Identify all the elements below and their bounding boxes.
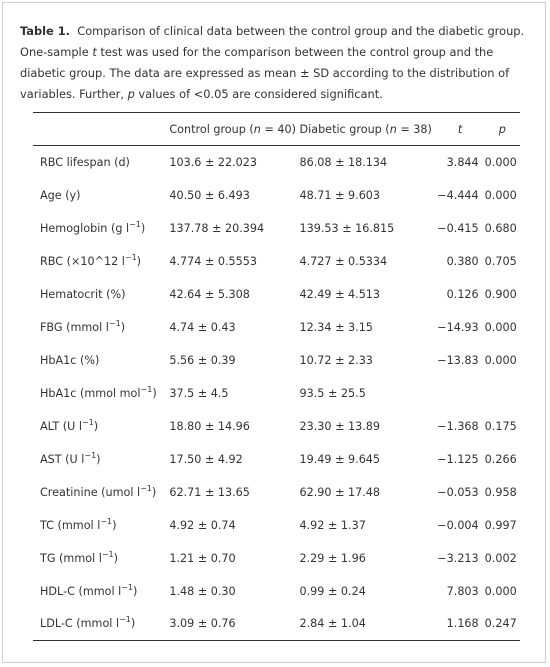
cell-control: 103.6 ± 22.023 <box>169 155 258 169</box>
parameter-name: ALT (U l <box>40 419 82 433</box>
cell-p <box>485 377 520 410</box>
table-caption <box>20 21 536 105</box>
cell-parameter <box>33 410 169 443</box>
parameter-name: Age (y) <box>40 188 81 202</box>
parameter-name-suffix: ) <box>93 419 99 433</box>
cell-parameter <box>33 608 169 641</box>
cell-p: 0.680 <box>484 221 517 235</box>
header-control <box>169 113 299 146</box>
cell-parameter <box>33 146 169 179</box>
parameter-name: HDL-C (mmol l <box>40 584 122 598</box>
cell-control: 42.64 ± 5.308 <box>169 287 250 301</box>
cell-control: 3.09 ± 0.76 <box>169 617 236 631</box>
table-row <box>33 509 520 542</box>
cell-diabetic: 86.08 ± 18.134 <box>299 155 388 169</box>
table-row <box>33 344 520 377</box>
header-diabetic-n: n <box>389 122 397 136</box>
parameter-name-suffix: ) <box>120 320 126 334</box>
table-row <box>33 542 520 575</box>
cell-parameter <box>33 509 169 542</box>
table-row <box>33 377 520 410</box>
cell-diabetic: 10.72 ± 2.33 <box>299 353 373 367</box>
cell-parameter <box>33 377 169 410</box>
cell-p: 0.266 <box>484 452 517 466</box>
cell-diabetic: 42.49 ± 4.513 <box>299 287 381 301</box>
cell-diabetic: 139.53 ± 16.815 <box>299 221 395 235</box>
cell-diabetic: 93.5 ± 25.5 <box>299 386 366 400</box>
cell-p: 0.705 <box>484 254 517 268</box>
parameter-name-suffix: ) <box>130 617 136 631</box>
parameter-name: LDL-C (mmol l <box>40 617 120 631</box>
parameter-name-suffix: ) <box>152 386 157 400</box>
table-row <box>33 278 520 311</box>
table-row <box>33 311 520 344</box>
cell-p: 0.997 <box>484 518 517 532</box>
cell-t: 3.844 <box>446 155 479 169</box>
caption-text-2: test was used for the comparison between the control group and the diabetic group. The data are expressed as mean ± SD according to the distribution of variables. Further, <box>20 45 510 101</box>
cell-parameter <box>33 278 169 311</box>
cell-parameter <box>33 542 169 575</box>
cell-control: 62.71 ± 13.65 <box>169 485 250 499</box>
cell-p: 0.900 <box>484 287 517 301</box>
cell-t: −14.93 <box>437 320 479 334</box>
table-row <box>33 575 520 608</box>
cell-parameter <box>33 575 169 608</box>
table-row <box>33 245 520 278</box>
cell-control: 40.50 ± 6.493 <box>169 188 250 202</box>
header-diabetic-prefix: Diabetic group ( <box>299 122 390 136</box>
cell-p: 0.000 <box>484 353 517 367</box>
cell-t: −1.125 <box>437 452 479 466</box>
header-diabetic-suffix: = 38) <box>396 122 432 136</box>
table-row <box>33 212 520 245</box>
parameter-unit-exponent: −1 <box>108 318 121 328</box>
parameter-name: Creatinine (umol l <box>40 485 141 499</box>
cell-parameter <box>33 344 169 377</box>
parameter-unit-exponent: −1 <box>121 582 134 592</box>
parameter-name: Hemoglobin (g l <box>40 221 130 235</box>
cell-t: −4.444 <box>437 188 479 202</box>
parameter-name-suffix: ) <box>113 551 119 565</box>
caption-text-3: values of <0.05 are considered significant. <box>134 87 383 101</box>
cell-t: 1.168 <box>446 617 479 631</box>
cell-p: 0.175 <box>484 419 517 433</box>
cell-t: −3.213 <box>437 551 479 565</box>
parameter-name: RBC lifespan (d) <box>40 155 130 169</box>
cell-parameter <box>33 443 169 476</box>
parameter-unit-exponent: −1 <box>100 516 113 526</box>
cell-parameter <box>33 245 169 278</box>
parameter-name: TC (mmol l <box>40 518 101 532</box>
cell-t: 0.126 <box>446 287 479 301</box>
cell-control: 18.80 ± 14.96 <box>169 419 250 433</box>
cell-p: 0.247 <box>484 617 517 631</box>
cell-diabetic: 23.30 ± 13.89 <box>299 419 381 433</box>
cell-parameter <box>33 476 169 509</box>
parameter-name: TG (mmol l <box>40 551 102 565</box>
cell-t: 0.380 <box>446 254 479 268</box>
parameter-unit-exponent: −1 <box>129 219 141 229</box>
cell-diabetic: 12.34 ± 3.15 <box>299 320 373 334</box>
parameter-unit-exponent: −1 <box>81 417 94 427</box>
header-control-n: n <box>253 122 261 136</box>
parameter-unit-exponent: −1 <box>119 615 131 625</box>
parameter-name-suffix: ) <box>133 584 138 598</box>
cell-diabetic: 0.99 ± 0.24 <box>299 584 366 598</box>
parameter-name: FBG (mmol l <box>40 320 109 334</box>
cell-t: −1.368 <box>437 419 479 433</box>
header-parameter <box>33 113 169 146</box>
cell-p: 0.000 <box>484 188 517 202</box>
cell-diabetic: 4.92 ± 1.37 <box>299 518 366 532</box>
table-row <box>33 476 520 509</box>
cell-p: 0.000 <box>484 584 517 598</box>
parameter-name-suffix: ) <box>136 254 142 268</box>
cell-control: 37.5 ± 4.5 <box>169 386 229 400</box>
cell-diabetic: 62.90 ± 17.48 <box>299 485 381 499</box>
cell-diabetic: 2.84 ± 1.04 <box>299 617 366 631</box>
parameter-name-suffix: ) <box>140 221 146 235</box>
parameter-name: Hematocrit (%) <box>40 287 126 301</box>
cell-control: 137.78 ± 20.394 <box>169 221 265 235</box>
parameter-unit-exponent: −1 <box>140 483 152 493</box>
caption-t-symbol: t <box>92 45 97 59</box>
parameter-unit-exponent: −1 <box>84 450 97 460</box>
cell-control: 4.92 ± 0.74 <box>169 518 236 532</box>
header-control-suffix: = 40) <box>260 122 296 136</box>
cell-parameter <box>33 311 169 344</box>
cell-p: 0.000 <box>484 320 517 334</box>
clinical-data-table <box>33 112 520 641</box>
parameter-name-suffix: ) <box>96 452 101 466</box>
cell-diabetic: 4.727 ± 0.5334 <box>299 254 388 268</box>
header-control-prefix: Control group ( <box>169 122 254 136</box>
cell-t: 7.803 <box>446 584 479 598</box>
cell-t: −0.415 <box>437 221 479 235</box>
table-row <box>33 146 520 179</box>
cell-diabetic: 2.29 ± 1.96 <box>299 551 366 565</box>
cell-control: 4.774 ± 0.5553 <box>169 254 258 268</box>
cell-diabetic: 19.49 ± 9.645 <box>299 452 381 466</box>
header-p: p <box>498 122 506 136</box>
cell-parameter <box>33 212 169 245</box>
parameter-name: AST (U l <box>40 452 85 466</box>
cell-control: 5.56 ± 0.39 <box>169 353 236 367</box>
table-row <box>33 443 520 476</box>
parameter-unit-exponent: −1 <box>140 384 153 394</box>
table-header-row <box>33 113 520 146</box>
parameter-unit-exponent: −1 <box>124 252 137 262</box>
cell-p: 0.958 <box>484 485 517 499</box>
cell-parameter <box>33 179 169 212</box>
header-t: t <box>457 122 463 136</box>
parameter-name-suffix: ) <box>151 485 157 499</box>
cell-t: −13.83 <box>437 353 479 367</box>
table-label: Table 1. <box>20 24 70 38</box>
cell-control: 17.50 ± 4.92 <box>169 452 243 466</box>
cell-t <box>436 377 485 410</box>
cell-diabetic: 48.71 ± 9.603 <box>299 188 381 202</box>
header-diabetic <box>300 113 436 146</box>
cell-t: −0.053 <box>437 485 479 499</box>
cell-control: 1.48 ± 0.30 <box>169 584 236 598</box>
parameter-name: RBC (×10^12 l <box>40 254 125 268</box>
table-row <box>33 410 520 443</box>
parameter-name: HbA1c (%) <box>40 353 100 367</box>
cell-p: 0.002 <box>484 551 517 565</box>
cell-t: −0.004 <box>437 518 479 532</box>
table-row <box>33 179 520 212</box>
parameter-unit-exponent: −1 <box>101 549 114 559</box>
caption-p-symbol: p <box>127 87 135 101</box>
cell-control: 4.74 ± 0.43 <box>169 320 236 334</box>
cell-p: 0.000 <box>484 155 517 169</box>
cell-control: 1.21 ± 0.70 <box>169 551 236 565</box>
caption-text-1: Comparison of clinical data between the control group and the diabetic group. One-sample <box>20 24 525 59</box>
parameter-name-suffix: ) <box>112 518 117 532</box>
table-row <box>33 608 520 641</box>
parameter-name: HbA1c (mmol mol <box>40 386 141 400</box>
